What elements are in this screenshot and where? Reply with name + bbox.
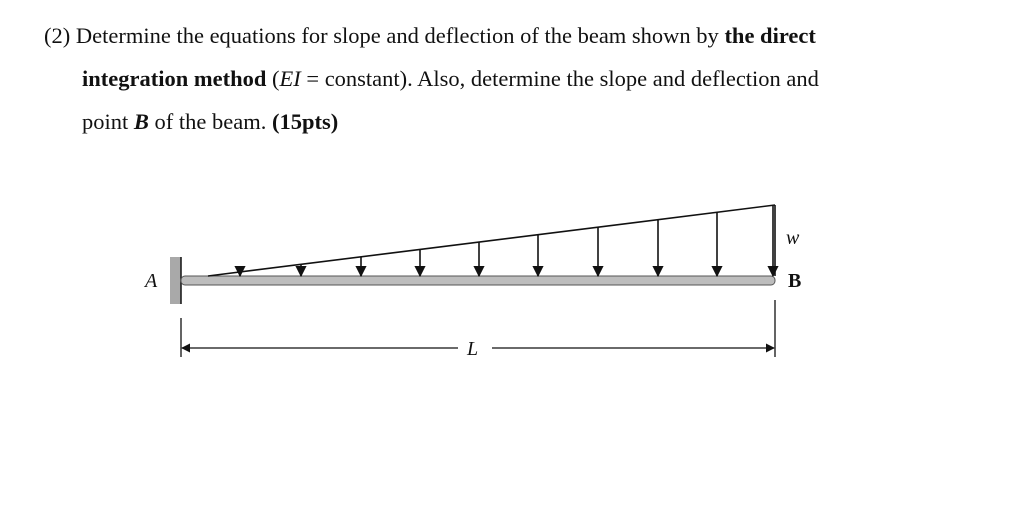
ei-symbol: EI [279,66,301,91]
load-arrows [240,206,773,276]
problem-number: (2) [44,23,71,48]
problem-text-3b: of the beam. [148,109,272,134]
load-intensity-label-w: w [786,227,800,249]
problem-text-3a: point [82,109,134,134]
ei-open-paren: ( [272,66,280,91]
method-emphasis-1: the direct [724,23,816,48]
points-value: (15pts) [272,109,339,134]
free-end-label-b: B [788,270,802,292]
load-diagram-sloped-edge [208,205,775,276]
problem-text-1: Determine the equations for slope and deflection of the beam shown by [75,23,719,48]
length-label-l: L [467,338,479,360]
fixed-support-wall [170,257,181,304]
support-label-a: A [145,270,158,292]
point-b-symbol: B [133,109,149,134]
beam [181,276,775,285]
problem-text-2: = constant). Also, determine the slope and deflection and [300,66,819,91]
method-emphasis-2: integration method [82,66,267,91]
